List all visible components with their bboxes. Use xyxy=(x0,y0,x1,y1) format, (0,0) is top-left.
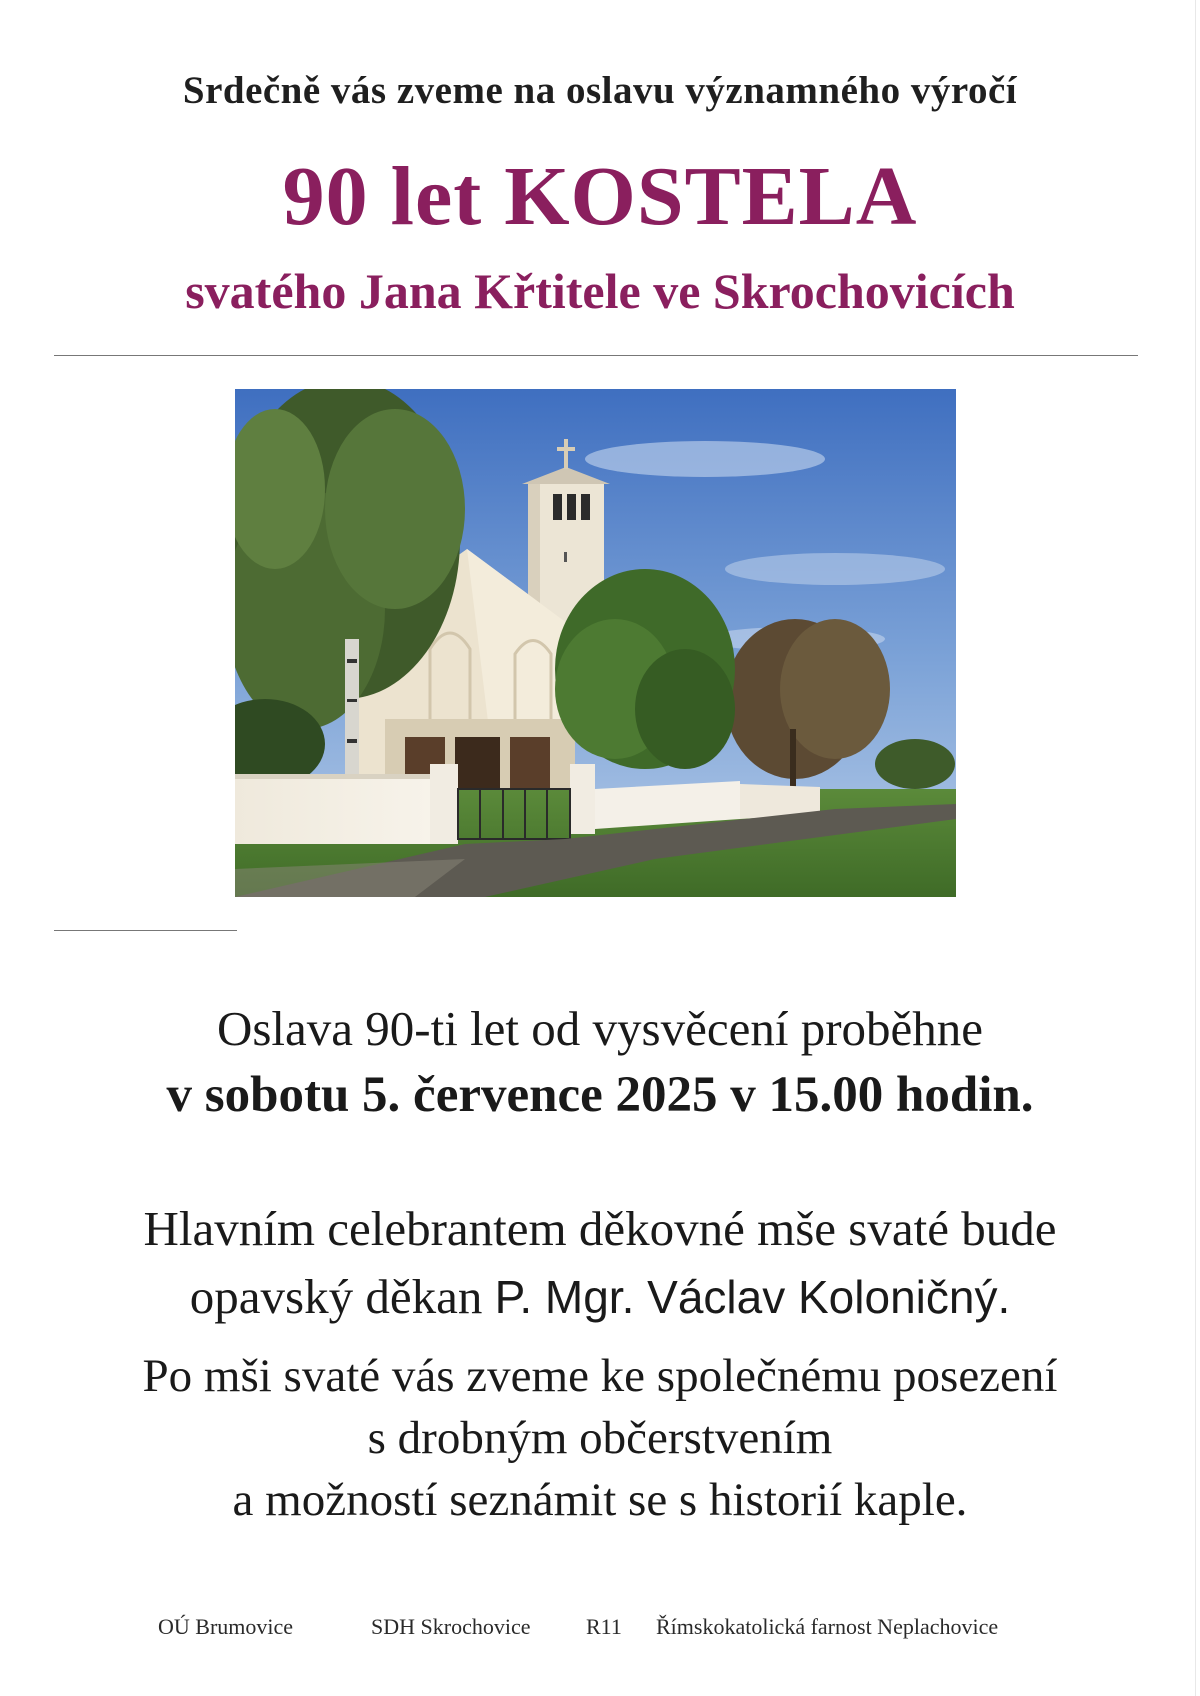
divider-top xyxy=(54,355,1138,356)
event-date-line: v sobotu 5. července 2025 v 15.00 hodin. xyxy=(166,1067,1034,1123)
divider-short xyxy=(54,930,237,931)
celebrant-line-1: Hlavním celebrantem děkovné mše svaté bude xyxy=(143,1201,1057,1256)
invitation-line-2: s drobným občerstvením xyxy=(367,1412,833,1464)
celebrant-paragraph xyxy=(0,1195,1200,1331)
celebrant-name: P. Mgr. Václav Koloničný. xyxy=(494,1271,1011,1323)
intro-text: Srdečně vás zveme na oslavu významného výročí xyxy=(182,69,1018,112)
invitation-line-1: Po mši svaté vás zveme ke společnému posezení xyxy=(142,1350,1058,1402)
footer-org-sdh: SDH Skrochovice xyxy=(371,1614,531,1639)
footer-org-r11: R11 xyxy=(586,1614,622,1639)
footer-org-brumovice: OÚ Brumovice xyxy=(158,1614,294,1639)
celebrant-prefix: opavský děkan xyxy=(189,1269,495,1324)
invitation-paragraph xyxy=(0,1345,1200,1531)
invitation-line-3: a možností seznámit se s historií kaple. xyxy=(232,1474,968,1526)
page-subtitle: svatého Jana Křtitele ve Skrochovicích xyxy=(185,263,1015,319)
celebrant-line-2 xyxy=(0,1263,1200,1331)
event-line-1: Oslava 90-ti let od vysvěcení proběhne xyxy=(216,1001,984,1056)
page-title: 90 let KOSTELA xyxy=(282,150,918,243)
footer-org-parish: Římskokatolická farnost Neplachovice xyxy=(656,1614,999,1639)
church-photo xyxy=(235,389,956,897)
